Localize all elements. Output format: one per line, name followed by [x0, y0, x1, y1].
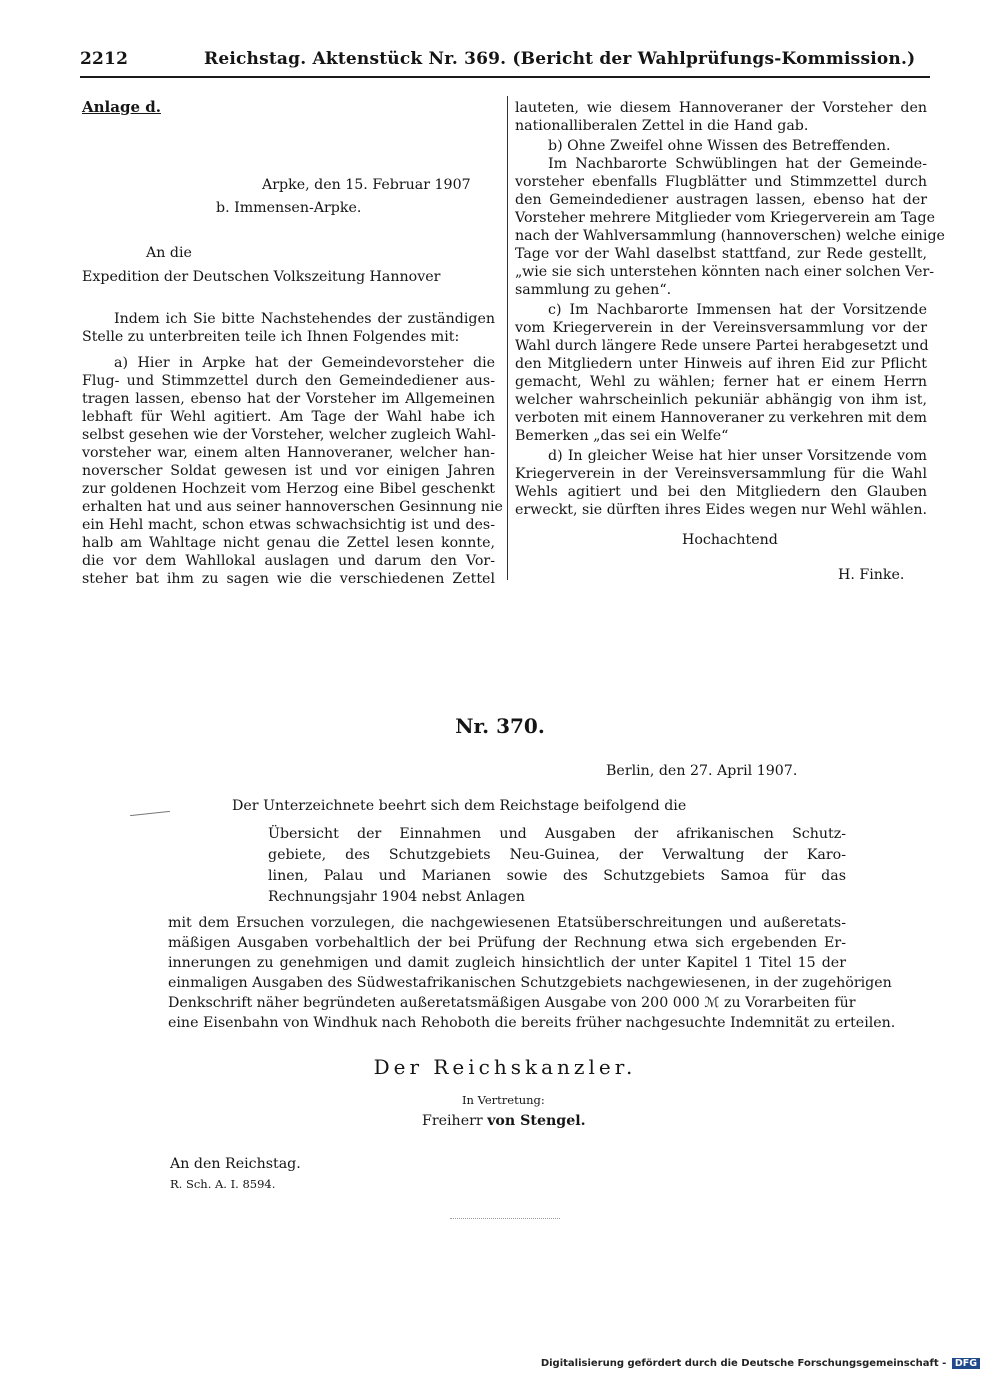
text-line: gebiete, des Schutzgebiets Neu-Guinea, der Verwaltung der Karo- [268, 847, 846, 863]
text-line: Tage vor der Wahl daselbst stattfand, zur Rede gestellt, [515, 246, 927, 262]
text-line: nach der Wahlversammlung (hannoverschen) welche einige [515, 228, 945, 244]
nr370-place-date: Berlin, den 27. April 1907. [606, 763, 798, 779]
text-line: nationalliberalen Zettel in die Hand gab. [515, 118, 809, 134]
text-line: noverscher Soldat gewesen ist und vor einigen Jahren [82, 463, 495, 479]
text-line: b) Ohne Zweifel ohne Wissen des Betreffenden. [548, 138, 891, 154]
dfg-logo: DFG [952, 1358, 980, 1369]
column-divider [507, 96, 508, 580]
text-line: eine Eisenbahn von Windhuk nach Rehoboth die bereits früher nachgesuchte Indemnität zu erteilen. [168, 1015, 896, 1031]
text-line: Übersicht der Einnahmen und Ausgaben der afrikanischen Schutz- [268, 826, 846, 842]
text-line: steher bat ihm zu sagen wie die verschiedenen Zettel [82, 571, 495, 587]
text-line: welcher wahrscheinlich pekuniär abhängig von ihm ist, [515, 392, 927, 408]
text-line: vorsteher ebenfalls Flugblätter und Stimmzettel durch [515, 174, 927, 190]
text-line: mit dem Ersuchen vorzulegen, die nachgewiesenen Etatsüberschreitungen und außeretats- [168, 915, 846, 931]
addressee: An den Reichstag. [170, 1156, 301, 1172]
digitization-footer [541, 1358, 980, 1369]
text-line: Rechnungsjahr 1904 nebst Anlagen [268, 889, 525, 905]
text-line: Denkschrift näher begründeten außeretatsmäßigen Ausgabe von 200 000 ℳ zu Vorarbeiten für [168, 995, 856, 1011]
anlage-to-label: An die [146, 245, 192, 261]
anlage-signature: H. Finke. [838, 567, 905, 583]
text-line: Im Nachbarorte Schwüblingen hat der Gemeinde- [548, 156, 927, 172]
text-line: Indem ich Sie bitte Nachstehendes der zuständigen [114, 311, 495, 327]
text-line: Stelle zu unterbreiten teile ich Ihnen Folgendes mit: [82, 329, 460, 345]
in-lieu-label: In Vertretung: [462, 1093, 545, 1107]
text-line: Bemerken „das sei ein Welfe“ [515, 428, 729, 444]
text-line: Wehls agitiert und bei den Mitgliedern den Glauben [515, 484, 927, 500]
text-line: selbst gesehen wie der Vorsteher, welcher zugleich Wahl- [82, 427, 496, 443]
running-title: Reichstag. Aktenstück Nr. 369. (Bericht der Wahlprüfungs-Kommission.) [204, 49, 916, 69]
text-line: vorsteher war, einem alten Hannoveraner, welcher han- [82, 445, 495, 461]
text-line: c) Im Nachbarorte Immensen hat der Vorsitzende [548, 302, 927, 318]
text-line: innerungen zu genehmigen und damit zugleich hinsichtlich der unter Kapitel 1 Titel 15 der [168, 955, 846, 971]
text-line: gemacht, Wehl zu wählen; ferner hat er einem Herrn [515, 374, 927, 390]
anlage-title: Anlage d. [82, 98, 161, 116]
text-line: a) Hier in Arpke hat der Gemeindevorsteher die [114, 355, 495, 371]
text-line: tragen lassen, ebenso hat der Vorsteher im Allgemeinen [82, 391, 495, 407]
text-line: ein Hehl macht, schon etwas schwachsichtig ist und des- [82, 517, 495, 533]
end-separator [450, 1218, 560, 1219]
text-line: erhalten hat und aus seiner hannoverschen Gesinnung nie [82, 499, 503, 515]
page-number: 2212 [80, 49, 129, 69]
footer-text: Digitalisierung gefördert durch die Deutsche Forschungsgemeinschaft - [540, 1358, 947, 1369]
text-line: verboten mit einem Hannoveraner zu verkehren mit dem [515, 410, 927, 426]
section-title-nr370: Nr. 370. [455, 714, 545, 738]
header-rule [80, 76, 930, 78]
text-line: den Gemeindediener austragen lassen, ebenso hat der [515, 192, 927, 208]
text-line: die vor dem Wahllokal auslagen und darum den Vor- [82, 553, 495, 569]
text-line: lebhaft für Wehl agitiert. Am Tage der Wahl habe ich [82, 409, 495, 425]
text-line: lauteten, wie diesem Hannoveraner der Vorsteher den [515, 100, 927, 116]
signer-line [422, 1112, 586, 1130]
text-line: d) In gleicher Weise hat hier unser Vorsitzende vom [548, 448, 927, 464]
text-line: erweckt, sie dürften ihres Eides wegen nur Wehl wählen. [515, 502, 928, 518]
nr370-intro: Der Unterzeichnete beehrt sich dem Reichstage beifolgend die [232, 798, 687, 814]
signer-name: von Stengel. [487, 1113, 586, 1129]
text-line: vom Kriegerverein in der Vereinsversammlung vor der [515, 320, 927, 336]
anlage-sender-place: b. Immensen-Arpke. [216, 200, 362, 216]
signer-prefix: Freiherr [422, 1113, 483, 1129]
anlage-closing: Hochachtend [682, 532, 778, 548]
reference-number: R. Sch. A. I. 8594. [170, 1177, 276, 1191]
text-line: mäßigen Ausgaben vorbehaltlich der bei Prüfung der Rechnung etwa sich ergebenden Er- [168, 935, 846, 951]
text-line: den Mitgliedern unter Hinweis auf ihren Eid zur Pflicht [515, 356, 927, 372]
text-line: halb am Wahltage nicht genau die Zettel lesen konnte, [82, 535, 495, 551]
signer-title: Der Reichskanzler. [373, 1055, 637, 1079]
text-line: Vorsteher mehrere Mitglieder vom Kriegerverein am Tage [515, 210, 935, 226]
margin-mark [130, 811, 170, 816]
text-line: sammlung zu gehen“. [515, 282, 672, 298]
text-line: Flug- und Stimmzettel durch den Gemeindediener aus- [82, 373, 495, 389]
text-line: „wie sie sich unterstehen könnten nach einer solchen Ver- [515, 264, 935, 280]
text-line: linen, Palau und Marianen sowie des Schutzgebiets Samoa für das [268, 868, 846, 884]
text-line: einmaligen Ausgaben des Südwestafrikanischen Schutzgebiets nachgewiesenen, in der zugehörigen [168, 975, 892, 991]
text-line: zur goldenen Hochzeit vom Herzog eine Bibel geschenkt [82, 481, 495, 497]
anlage-to-name: Expedition der Deutschen Volkszeitung Hannover [82, 269, 441, 285]
anlage-place-date: Arpke, den 15. Februar 1907 [262, 177, 471, 193]
text-line: Kriegerverein in der Vereinsversammlung für die Wahl [515, 466, 927, 482]
text-line: Wahl durch längere Rede unsere Partei herabgesetzt und [515, 338, 929, 354]
